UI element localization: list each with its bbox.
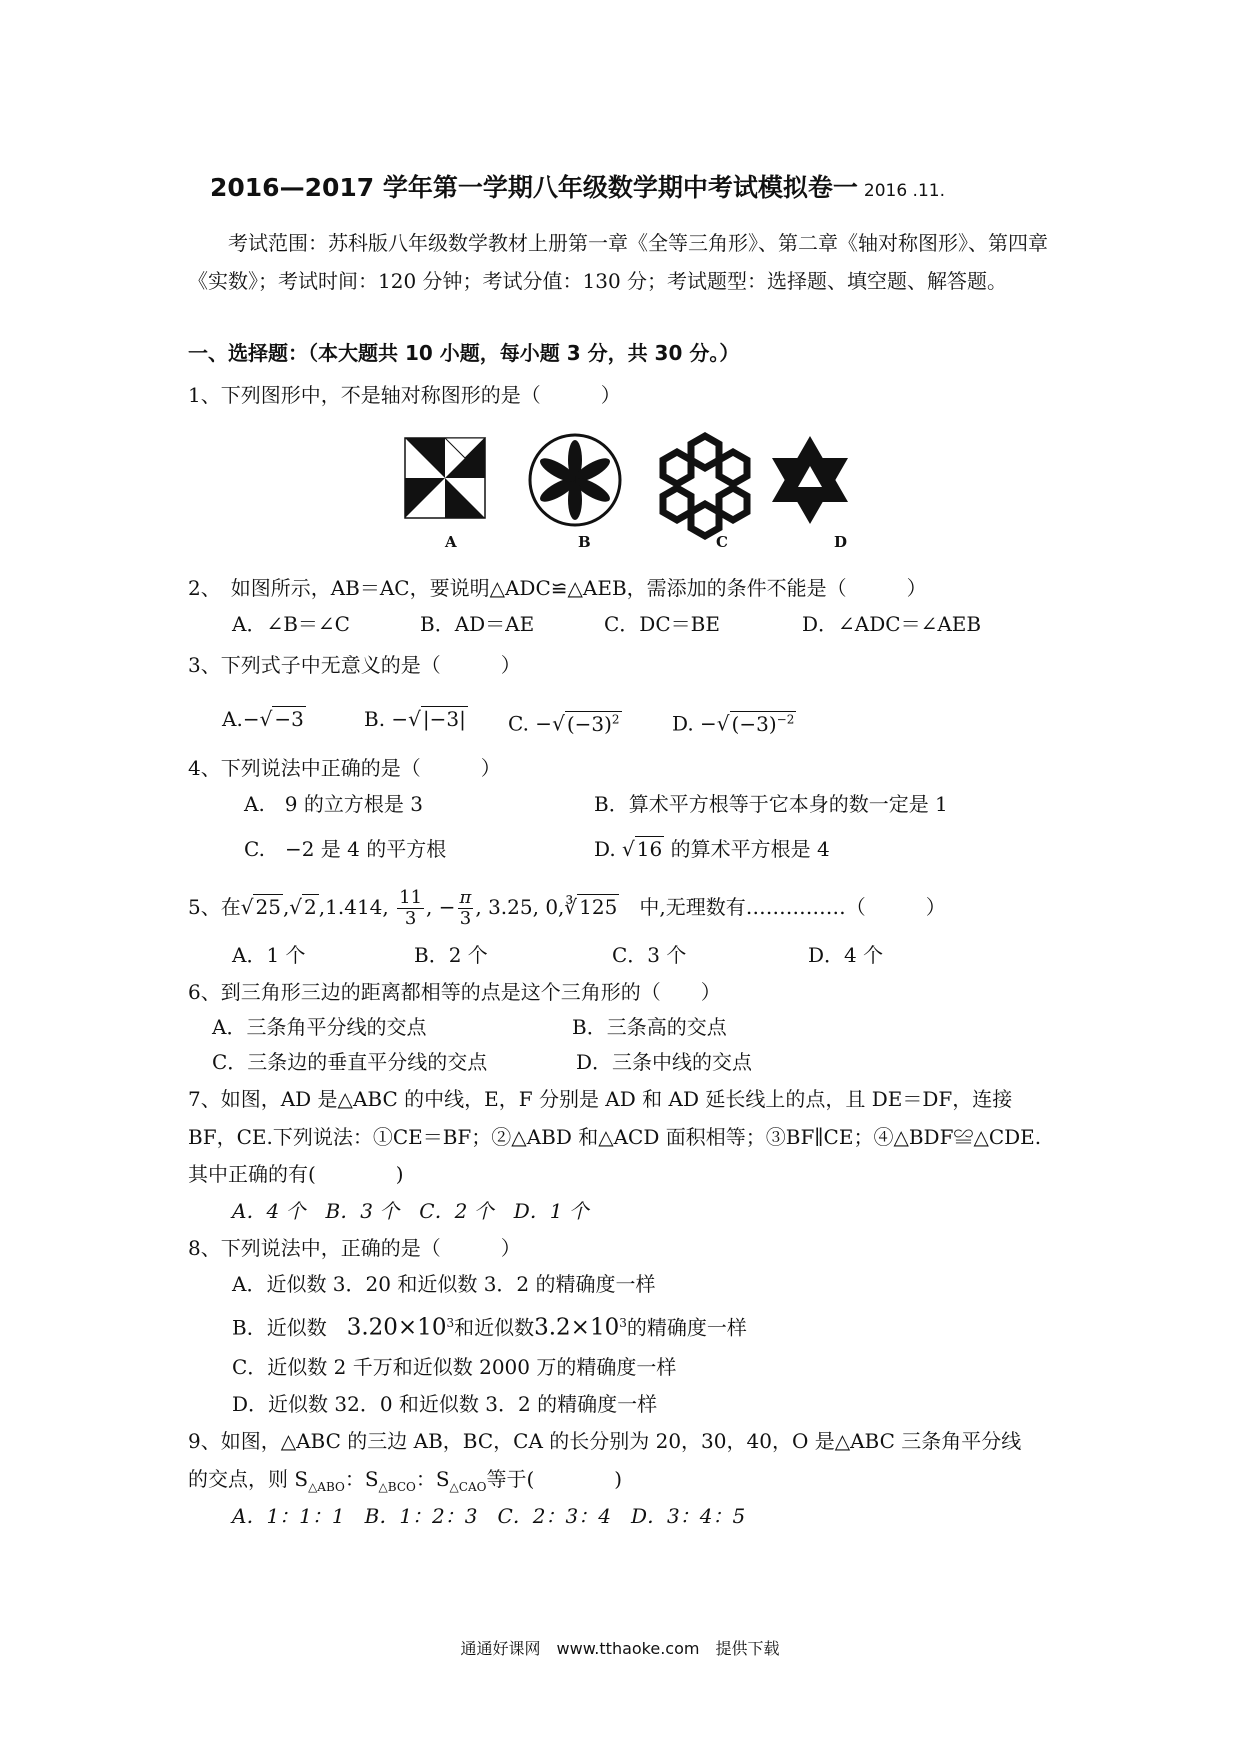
q2-option-b: B．AD＝AE: [420, 612, 535, 636]
q8-option-c: C．近似数 2 千万和近似数 2000 万的精确度一样: [232, 1355, 677, 1379]
q9-line-1: 9、如图，△ABC 的三边 AB，BC，CA 的长分别为 20，30，40，O 是△ABC 三条角平分线: [188, 1429, 1022, 1453]
q3-b-label: B.: [364, 707, 386, 731]
q1-label-b: B: [578, 533, 591, 551]
q3-c-label: C.: [508, 711, 529, 736]
q9-line-2: [188, 1466, 622, 1500]
q8-b-post: 的精确度一样: [626, 1315, 747, 1340]
figure-a-pinwheel: [405, 438, 485, 518]
q5-seg-2: , 3.25, 0,: [475, 895, 565, 919]
q6-stem: 6、到三角形三边的距离都相等的点是这个三角形的（ ）: [188, 980, 721, 1004]
q8-b-value-1: 3.20×10: [346, 1314, 447, 1341]
q5-f1-num: 11: [399, 887, 423, 908]
q9-sep-1: ：S: [344, 1467, 379, 1491]
section-1-heading: 一、选择题：（本大题共 10 小题，每小题 3 分，共 30 分。）: [188, 341, 740, 365]
q1-label-d: D: [834, 533, 848, 551]
q9-sub-bco: △BCO: [378, 1480, 416, 1494]
q4-option-d: D. √ 16 的算术平方根是 4: [594, 837, 830, 861]
q5-f1-den: 3: [404, 908, 417, 929]
figure-b-flower: [530, 435, 620, 525]
q3-a-radicand: −3: [274, 707, 304, 731]
q8-option-a: A．近似数 3．20 和近似数 3．2 的精确度一样: [232, 1272, 656, 1296]
q4-stem: 4、下列说法中正确的是（ ）: [188, 756, 501, 780]
q6-option-b: B．三条高的交点: [572, 1015, 727, 1039]
q8-b-label: B．近似数: [232, 1315, 327, 1340]
q3-option-c: C. −√ $(-3)^2$: [508, 711, 620, 736]
q5-post: 中,无理数有……………（ ）: [639, 895, 946, 919]
q8-b-value-2: 3.2×10: [534, 1314, 620, 1341]
q9-sub-abo: △ABO: [308, 1480, 345, 1494]
q3-stem: 3、下列式子中无意义的是（ ）: [188, 653, 521, 677]
q3-c-radicand: (−3): [566, 711, 612, 736]
q5-option-d: D．4 个: [808, 943, 884, 967]
q5-fraction-2: [458, 888, 474, 929]
q7-line-1: 7、如图，AD 是△ABC 的中线，E，F 分别是 AD 和 AD 延长线上的点，且 DE＝DF，连接: [188, 1087, 1013, 1111]
q3-a-label: A.: [222, 707, 243, 731]
q9-sub-cao: △CAO: [449, 1480, 487, 1494]
q3-b-radicand: |−3|: [422, 707, 466, 731]
q5-option-a: A．1 个: [232, 943, 306, 967]
q4-d-text: 的算术平方根是 4: [670, 837, 830, 861]
q9-pre: 的交点，则 S: [188, 1467, 309, 1491]
q1-figures: [400, 428, 900, 558]
page-footer: 通通好课网 www.tthaoke.com 提供下载: [460, 1639, 780, 1658]
q9-sep-2: ：S: [415, 1467, 450, 1491]
q5-stem: 5、在√ 25 ,√ 2 ,1.414, $\frac{11}{3}$ , − $\frac{\pi}{3}$ , 3.25, 0,∛ 125 中,无理数有……………（ ）: [188, 887, 946, 929]
q5-f2-den: 3: [459, 908, 472, 929]
q8-option-b: [232, 1310, 747, 1341]
q1-stem: 1、下列图形中，不是轴对称图形的是（ ）: [188, 383, 621, 407]
exam-intro: 考试范围：苏科版八年级数学教材上册第一章《全等三角形》、第二章《轴对称图形》、第四章《实数》；考试时间：120 分钟；考试分值：130 分；考试题型：选择题、填空题、解答题。: [188, 231, 1048, 293]
q6-option-a: A．三条角平分线的交点: [212, 1015, 427, 1039]
q4-option-c: C. −2 是 4 的平方根: [244, 837, 447, 861]
q8-b-mid: 和近似数: [454, 1315, 535, 1340]
q3-d-label: D.: [672, 711, 694, 736]
q2-stem: 2、 如图所示，AB＝AC，要说明△ADC≌△AEB，需添加的条件不能是（ ）: [188, 576, 927, 600]
q3-d-exponent: −2: [776, 712, 795, 726]
q8-stem: 8、下列说法中，正确的是（ ）: [188, 1236, 521, 1260]
q3-d-radicand: (−3): [731, 711, 777, 736]
exam-title: [210, 168, 945, 204]
q5-seg-1: ,1.414,: [318, 895, 389, 919]
q2-option-d: D．∠ADC＝∠AEB: [802, 612, 982, 636]
q2-option-c: C．DC＝BE: [604, 612, 720, 636]
q5-radical-1: 25: [255, 895, 281, 919]
q5-option-b: B．2 个: [414, 943, 488, 967]
q5-f2-num: π: [459, 887, 472, 908]
q7-options: A．4 个 B．3 个 C．2 个 D．1 个: [232, 1199, 589, 1223]
q7-line-3: 其中正确的有( ): [188, 1162, 404, 1186]
q9-post: 等于( ): [486, 1467, 623, 1491]
title-date: 2016 .11.: [863, 181, 945, 201]
q3-option-b: B. −√ |−3|: [364, 707, 466, 731]
figure-d-star: [772, 436, 848, 524]
q7-line-2: BF，CE.下列说法：①CE＝BF；②△ABD 和△ACD 面积相等；③BF∥CE；④△BDF≌△CDE.: [188, 1125, 1042, 1149]
title-text: 2016—2017 学年第一学期八年级数学期中考试模拟卷一: [210, 173, 858, 202]
q4-d-label: D.: [594, 837, 616, 861]
q8-option-d: D．近似数 32．0 和近似数 3．2 的精确度一样: [232, 1392, 658, 1416]
q3-option-d: D. −√ $(-3)^{-2}$: [672, 711, 795, 736]
q5-fraction-1: [397, 888, 424, 929]
q1-label-a: A: [445, 533, 457, 551]
q6-option-d: D．三条中线的交点: [576, 1050, 753, 1074]
figure-c-hexagons: [663, 436, 747, 536]
q1-label-c: C: [716, 533, 728, 551]
q9-options: A．1：1：1 B．1：2：3 C．2：3：4 D．3：4：5: [232, 1504, 746, 1528]
q4-d-radicand: 16: [636, 837, 663, 861]
q3-option-a: A.−√ −3: [222, 707, 304, 731]
q5-pre: 5、在: [188, 895, 241, 919]
q5-radical-3: 125: [579, 895, 618, 919]
q2-option-a: A．∠B＝∠C: [232, 612, 350, 636]
q8-b-exp-1: 3: [446, 1316, 455, 1330]
q5-option-c: C．3 个: [612, 943, 687, 967]
q4-option-b: B．算术平方根等于它本身的数一定是 1: [594, 792, 948, 816]
q5-radical-2: 2: [304, 895, 317, 919]
q8-b-exp-2: 3: [619, 1316, 627, 1330]
q6-option-c: C．三条边的垂直平分线的交点: [212, 1050, 488, 1074]
q4-option-a: A. 9 的立方根是 3: [244, 792, 423, 816]
q3-c-exponent: 2: [611, 712, 620, 726]
